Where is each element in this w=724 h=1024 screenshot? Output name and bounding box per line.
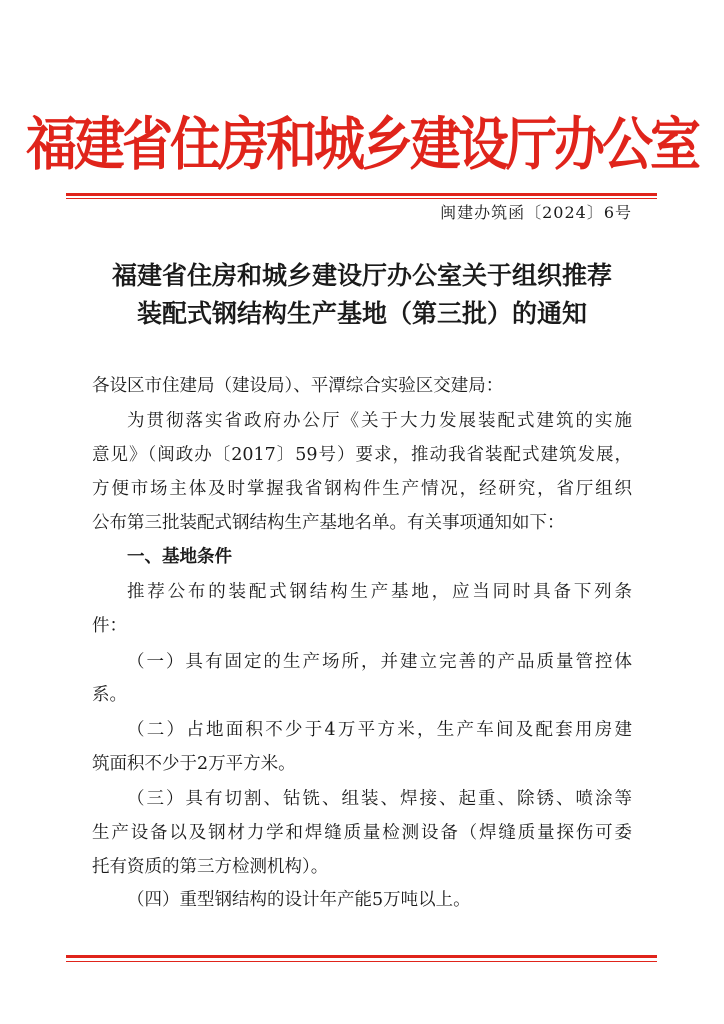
document-title-line-2: 装配式钢结构生产基地（第三批）的通知	[136, 299, 587, 328]
salutation: 各设区市住建局（建设局）、平潭综合实验区交建局：	[92, 376, 504, 396]
condition-item-line: 托有资质的第三方检测机构）。	[92, 857, 329, 877]
letterhead-rule-thick	[66, 193, 657, 196]
document-title-line-1: 福建省住房和城乡建设厅办公室关于组织推荐	[111, 261, 612, 290]
condition-item-line: （二）占地面积不少于4万平方米，生产车间及配套用房建	[127, 720, 632, 740]
condition-item-line: 系。	[92, 685, 127, 705]
condition-item-line: （一）具有固定的生产场所，并建立完善的产品质量管控体	[127, 652, 632, 672]
footer-rule-thin	[66, 961, 657, 962]
condition-item-line: 生产设备以及钢材力学和焊缝质量检测设备（焊缝质量探伤可委	[92, 823, 632, 843]
letterhead-rule-thin	[66, 198, 657, 199]
condition-item-line: （三）具有切割、钻铣、组装、焊接、起重、除锈、喷涂等	[127, 789, 632, 809]
document-number: 闽建办筑函〔2024〕6号	[440, 203, 632, 222]
intro-line: 为贯彻落实省政府办公厅《关于大力发展装配式建筑的实施	[127, 411, 632, 431]
footer-rule-thick	[66, 955, 657, 958]
section-line: 推荐公布的装配式钢结构生产基地，应当同时具备下列条	[127, 582, 632, 602]
section-line: 件：	[92, 616, 127, 636]
intro-line: 意见》（闽政办〔2017〕59号）要求，推动我省装配式建筑发展，	[92, 445, 632, 465]
intro-line: 方便市场主体及时掌握我省钢构件生产情况，经研究，省厅组织	[92, 479, 632, 499]
section-heading: 一、基地条件	[127, 547, 232, 567]
intro-line: 公布第三批装配式钢结构生产基地名单。有关事项通知如下：	[92, 513, 565, 533]
letterhead-org-name: 福建省住房和城乡建设厅办公室	[25, 112, 698, 179]
condition-item-line: （四）重型钢结构的设计年产能5万吨以上。	[127, 890, 471, 910]
condition-item-line: 筑面积不少于2万平方米。	[92, 754, 296, 774]
